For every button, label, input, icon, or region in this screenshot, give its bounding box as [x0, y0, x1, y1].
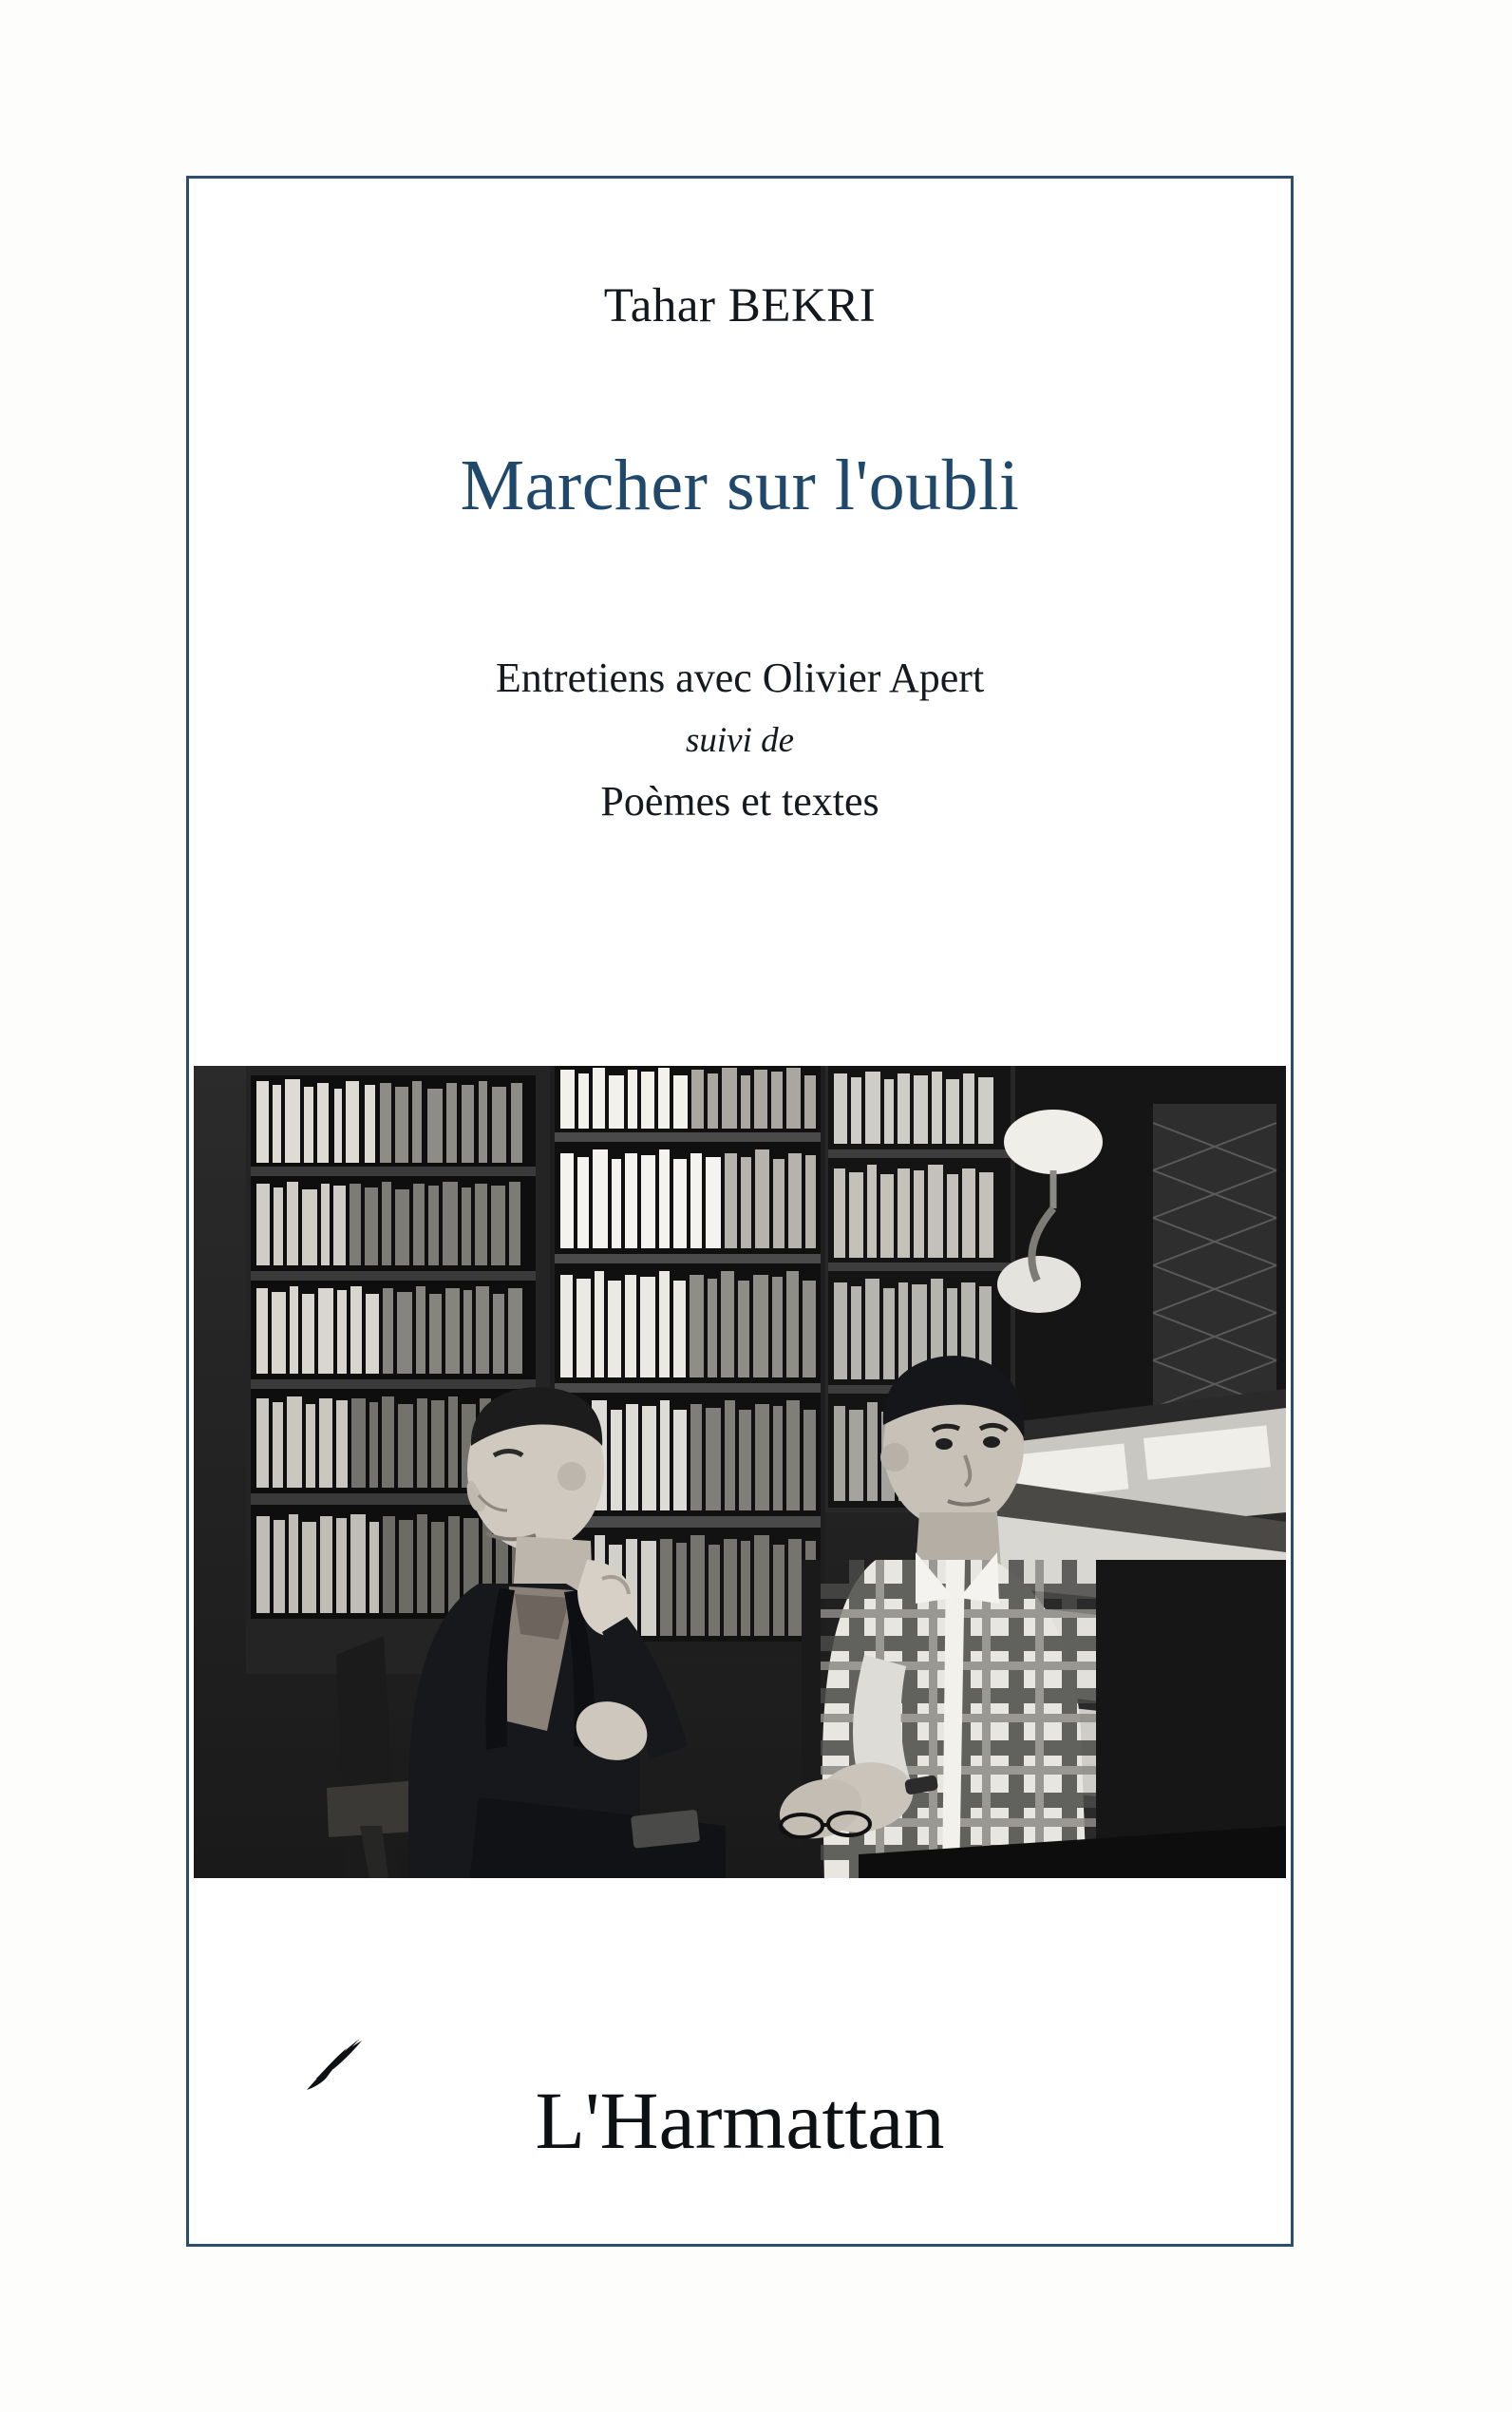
subtitle-connector: suivi de [685, 721, 795, 760]
publisher-logo [189, 2073, 1291, 2168]
photo-illustration [194, 1066, 1286, 1878]
wheat-leaf-icon [301, 2037, 368, 2094]
subtitle-poems: Poèmes et textes [600, 778, 879, 825]
book-title: Marcher sur l'oubli [460, 446, 1020, 525]
publisher-name: L'Harmattan [535, 2075, 945, 2166]
cover-photograph [194, 1066, 1286, 1878]
subtitle-interviews: Entretiens avec Olivier Apert [495, 655, 985, 701]
author-name: Tahar BEKRI [603, 279, 877, 332]
